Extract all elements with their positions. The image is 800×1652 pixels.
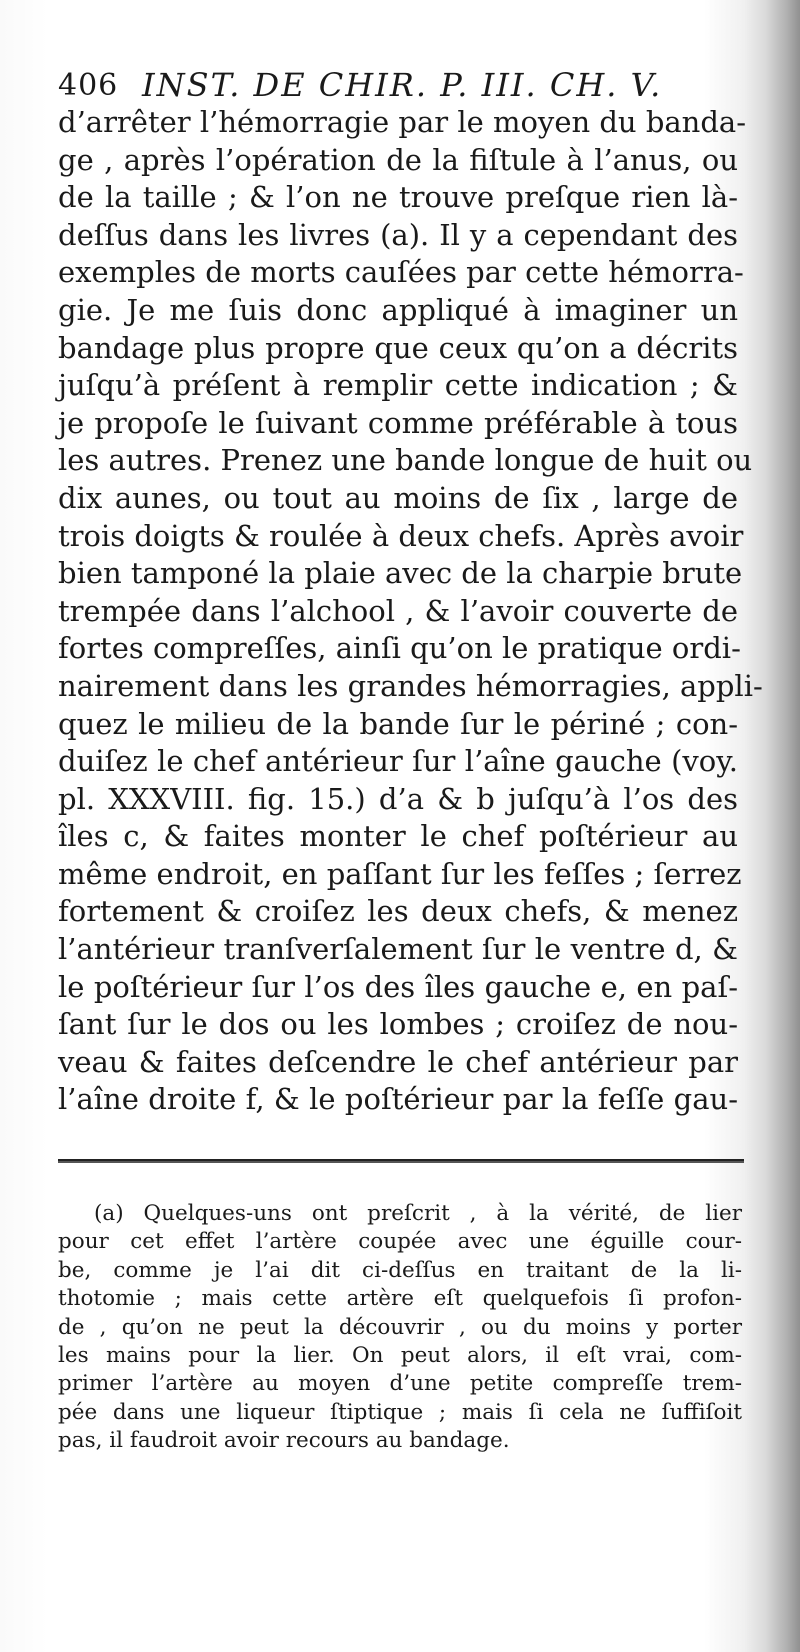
- text-line: exemples de morts cauſées par cette hémorra-: [58, 255, 744, 290]
- text-line: je propoſe le ſuivant comme préférable à tous: [58, 405, 738, 440]
- main-text: [58, 104, 763, 1119]
- text-line: deſſus dans les livres (a). Il y a cependant des: [58, 217, 738, 252]
- text-line: veau & faites deſcendre le chef antérieur par: [58, 1044, 738, 1079]
- text-line: ge , après l’opération de la fiſtule à l’anus, ou: [58, 142, 738, 177]
- text-line: fortes compreſſes, ainſi qu’on le pratique ordi-: [58, 631, 741, 666]
- text-line: même endroit, en paſſant ſur les feſſes ; ſerrez: [58, 856, 742, 891]
- text-line: juſqu’à préſent à remplir cette indication ; &: [58, 368, 738, 403]
- footnote-line: les mains pour la lier. On peut alors, il eſt vrai, com-: [58, 1342, 742, 1368]
- text-line: îles c, & faites monter le chef poſtérieur au: [58, 819, 738, 854]
- page-number: 406: [58, 68, 119, 103]
- text-line: trempée dans l’alchool , & l’avoir couverte de: [58, 593, 738, 628]
- text-line: gie. Je me ſuis donc appliqué à imaginer un: [58, 292, 738, 327]
- footnote-line: pour cet effet l’artère coupée avec une éguille cour-: [58, 1229, 742, 1255]
- footnote-line: de , qu’on ne peut la découvrir , ou du moins y porter: [58, 1314, 742, 1340]
- text-line: le poſtérieur ſur l’os des îles gauche e, en paſ-: [58, 969, 738, 1004]
- text-line: d’arrêter l’hémorragie par le moyen du banda-: [58, 105, 747, 139]
- text-line: bandage plus propre que ceux qu’on a décrits: [58, 330, 738, 365]
- footnote-line: primer l’artère au moyen d’une petite compreſſe trem-: [58, 1371, 742, 1397]
- text-line: duiſez le chef antérieur ſur l’aîne gauche (voy.: [58, 744, 738, 779]
- text-line: fortement & croiſez les deux chefs, & menez: [58, 894, 738, 929]
- footnote-rule: [58, 1159, 744, 1161]
- text-line: pl. XXXVIII. fig. 15.) d’a & b juſqu’à l’os des: [58, 781, 738, 816]
- running-header: [58, 64, 738, 108]
- text-line: ſant ſur le dos ou les lombes ; croiſez de nou-: [58, 1007, 738, 1042]
- text-line: nairement dans les grandes hémorragies, appli-: [58, 668, 763, 703]
- spine-shadow: [766, 0, 800, 1652]
- text-line: de la taille ; & l’on ne trouve preſque rien là-: [58, 180, 738, 215]
- footnote-line: thotomie ; mais cette artère eſt quelquefois ſi profon-: [58, 1286, 742, 1312]
- running-title: INST. DE CHIR. P. III. CH. V.: [142, 66, 663, 104]
- text-line: les autres. Prenez une bande longue de huit ou: [58, 443, 753, 478]
- footnote-line: be, comme je l’ai dit ci-deſſus en traitant de la li-: [58, 1257, 742, 1283]
- text-line: trois doigts & roulée à deux chefs. Après avoir: [58, 518, 744, 553]
- text-line: bien tamponé la plaie avec de la charpie brute: [58, 556, 743, 591]
- text-line: quez le milieu de la bande ſur le périné ; con-: [58, 706, 738, 741]
- text-line: l’antérieur tranſverſalement ſur le ventre d, &: [58, 932, 738, 967]
- footnote-line: pas, il faudroit avoir recours au bandage.: [58, 1428, 510, 1454]
- text-line: l’aîne droite f, & le poſtérieur par la feſſe gau-: [58, 1082, 738, 1117]
- footnote-line: (a) Quelques-uns ont preſcrit , à la vérité, de lier: [94, 1201, 742, 1226]
- text-line: dix aunes, ou tout au moins de ſix , large de: [58, 480, 738, 515]
- footnote-line: pée dans une liqueur ſtiptique ; mais ſi cela ne ſuffiſoit: [58, 1399, 742, 1425]
- footnote: [58, 1200, 742, 1456]
